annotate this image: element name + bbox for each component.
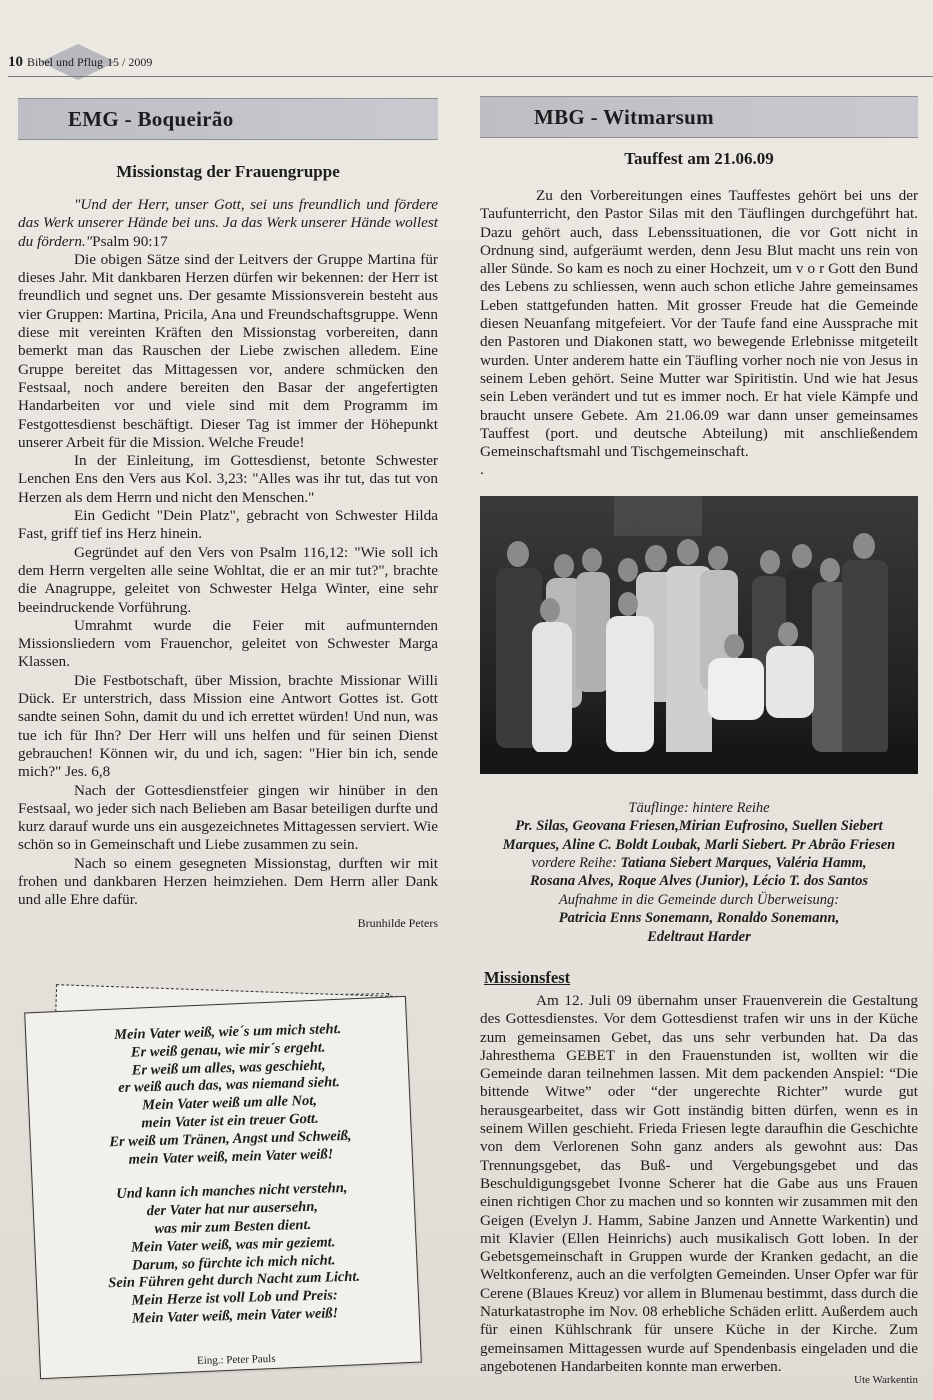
missionsfest-body bbox=[480, 992, 918, 1376]
poem-line: Er weiß um alles, was geschieht, bbox=[131, 1057, 326, 1079]
paragraph: Zu den Vorbereitungen eines Tauffestes gehört bei uns der Taufunterricht, den Pastor Silas mit den Täuflingen durchgeführt hat. Dazu gehört auch, dass Lebenssituationen, die vor Gott nicht in Ordnung sind, aufgeräumt werden, denn Jesu Blut macht uns rein von aller Sünde. So kam es noch zu einer Hochzeit, um v o r Gott den Bund des Lebens zu schliessen, wenn auch schon etliche Jahre gemeinsames Leben stattgefunden hatten. Mit grosser Freude hat die Gemeinde diesen Neuanfang mitgefeiert. Vor der Taufe fand eine Aussprache mit den Pastoren und Diakonen statt, wo bewegende Erlebnisse mitgeteilt wurden. Unter anderem hatte ein Täufling vorher noch nie von Jesus in seinem Leben gehört. Seine Mutter war Spiritistin. Und wie hat Jesus sein Leben verändert und tut es immer noch. Er hat viele Kämpfe und braucht unsere Gebete. Am 21.06.09 war dann unser gemeinsames Tauffest (port. und deutsche Abteilung) mit anschließendem Gemeinschaftsmahl und Tischgemeinschaft. bbox=[480, 187, 918, 461]
caption-names: Tatiana Siebert Marques, Valéria Hamm, bbox=[620, 854, 867, 871]
caption-line: Pr. Silas, Geovana Friesen,Mirian Eufrosino, Suellen Siebert bbox=[515, 818, 883, 835]
baptism-group-photo bbox=[480, 496, 918, 774]
photo-caption bbox=[480, 799, 918, 946]
poem-line: Und kann ich manches nicht verstehn, bbox=[116, 1180, 348, 1203]
caption-line: Täuflinge: hintere Reihe bbox=[628, 799, 770, 816]
right-section-banner: MBG - Witmarsum bbox=[480, 96, 918, 138]
poem-line: er weiß auch das, was niemand sieht. bbox=[118, 1074, 341, 1097]
poem bbox=[48, 1019, 417, 1374]
poem-card bbox=[28, 980, 408, 1380]
right-article-body bbox=[480, 187, 918, 480]
caption-label: vordere Reihe: bbox=[531, 854, 617, 871]
right-article-title: Tauffest am 21.06.09 bbox=[624, 149, 774, 168]
motto-text: "Und der Herr, unser Gott, sei uns freundlich und fördere das Werk unserer Hände bei uns. Ja das Werk unserer Hände wollest du fördern." bbox=[18, 196, 438, 250]
poem-line: der Vater hat nur ausersehn, bbox=[146, 1198, 319, 1220]
motto-reference: Psalm 90:17 bbox=[92, 232, 168, 250]
paragraph: Am 12. Juli 09 übernahm unser Frauenverein die Gestaltung des Gottesdienstes. Vor dem Gottesdienst trafen wir uns in der Küche zum gemeinsamen Gebet, das uns sehr verbunden hat. Da das Jahresthema GEBET in den Frauenstunden ist, wollten wir die Gemeinde daran teilnehmen lassen. Mit dem packenden Anspiel: “Die bittende Witwe” oder “der ungerechte Richter” wurde gut herausgearbeitet, dass wir Gott inständig bitten dürfen, wenn es in seinem Willen geschieht. Frieda Friesen legte daraufhin die Geschichte von dem Verlorenen Sohn ganz anders als gewohnt aus: Das Trennungsgebet, das Buß- und Vergebungsgebet und das Beschuldigungsgebet Ivonne Scherer hat die Gabe aus uns Frauen einen richtigen Chor zu machen und so konnten wir zusammen mit den Geigen (Evelyn J. Hamm, Sabine Janzen und Annette Warkentin) und mit Klavier (Ellen Heinrichs) auch musikalisch Gott loben. In der Gebetsgemeinschaft in Gruppen wurde der Kranken gedacht, an die Weltkonferenz, auch an die verfolgten Gemeinden. Unser Opfer war für Cerene (Blaues Kreuz) vor allem in Blumenau bestimmt, dass durch die Naturkatastrophe im Nov. 08 erhebliche Schäden erlitt. Außerdem auch für einen Kühlschrank für unsere Küche in der Kirche. Zum gemeinsamen Mittagessen wurde auf Spendenbasis eingeladen und die angebotenen Handarbeiten konnte man erwerben. bbox=[480, 992, 918, 1375]
poem-line: Sein Führen geht durch Nacht zum Licht. bbox=[108, 1269, 361, 1292]
photo-illustration bbox=[480, 496, 918, 774]
poem-line: Darum, so fürchte ich mich nicht. bbox=[131, 1251, 336, 1274]
left-column bbox=[18, 98, 438, 931]
poem-line: Mein Herze ist voll Lob und Preis: bbox=[131, 1287, 338, 1309]
poem-line: mein Vater weiß, mein Vater weiß! bbox=[128, 1145, 334, 1168]
caption-line: Patricia Enns Sonemann, Ronaldo Sonemann, bbox=[558, 910, 840, 927]
caption-line: Edeltraut Harder bbox=[647, 928, 751, 945]
poem-line: Er weiß um Tränen, Angst und Schweiß, bbox=[109, 1127, 352, 1150]
caption-line: Aufnahme in die Gemeinde durch Überweisung: bbox=[558, 891, 840, 908]
poem-line: Mein Vater weiß, wie´s um mich steht. bbox=[113, 1021, 342, 1044]
stray-dot: . bbox=[480, 461, 484, 479]
caption-line-4 bbox=[480, 854, 918, 872]
poem-line: was mir zum Besten dient. bbox=[154, 1216, 312, 1238]
left-article-signature: Brunhilde Peters bbox=[357, 915, 438, 930]
left-article-body bbox=[18, 251, 438, 910]
right-column bbox=[480, 96, 918, 1386]
missionsfest-title: Missionsfest bbox=[484, 968, 571, 987]
header-rule bbox=[8, 76, 933, 77]
poem-stanza-2 bbox=[52, 1179, 416, 1331]
poem-line: Mein Vater weiß, was mir geziemt. bbox=[130, 1234, 336, 1256]
left-section-banner: EMG - Boqueirão bbox=[18, 98, 438, 140]
paragraph: Die obigen Sätze sind der Leitvers der Gruppe Martina für dieses Jahr. Mit dankbaren Herzen dürfen wir bekennen: der Herr ist freundlich und segnet uns. Der gesamte Missionsverein besteht aus vier Gruppen: Martina, Pricila, Ana und Freundschaftsgruppe. Wenn diese mit vereinten Kräften den Missionstag vorbereiten, dann bemerkt man das Rauschen der Liebe zwischen alledem. Eine Gruppe bereitet das Mittagessen vor, andere schmücken den Festsaal, noch andere bereiten den Basar der angefertigten Handarbeiten vor und viele sind mit dem Programm im Festgottesdienst beschäftigt. Dieser Tag ist immer der Höhepunkt unserer Arbeit für die Mission. Welche Freude! bbox=[18, 250, 438, 451]
caption-line: Rosana Alves, Roque Alves (Junior), Lécio T. dos Santos bbox=[530, 873, 868, 890]
paragraph: Umrahmt wurde die Feier mit aufmunternden Missionsliedern vom Frauenchor, geleitet von Schwester Marga Klassen. bbox=[18, 616, 438, 671]
missionsfest-signature: Ute Warkentin bbox=[854, 1374, 918, 1387]
poem-stanza-1 bbox=[48, 1019, 412, 1171]
issue-number: 15 / 2009 bbox=[107, 55, 153, 69]
paragraph: Nach so einem gesegneten Missionstag, durften wir mit frohen und dankbaren Herzen heimziehen. Dem Herrn aller Dank und alle Ehre dafür. bbox=[18, 854, 438, 909]
running-header bbox=[8, 54, 152, 71]
poem-line: mein Vater ist ein treuer Gott. bbox=[141, 1110, 319, 1132]
paragraph: In der Einleitung, im Gottesdienst, betonte Schwester Lenchen Ens den Vers aus Kol. 3,23: "Alles was ihr tut, das tut von Herzen als dem Herrn und nicht den Menschen." bbox=[18, 452, 438, 506]
missionsfest-section bbox=[480, 968, 918, 1386]
caption-line: Marques, Aline C. Boldt Loubak, Marli Siebert. Pr Abrão Friesen bbox=[502, 836, 896, 853]
poem-line: Mein Vater weiß, mein Vater weiß! bbox=[131, 1305, 339, 1327]
paragraph: Ein Gedicht "Dein Platz", gebracht von Schwester Hilda Fast, griff tief ins Herz hinein. bbox=[18, 507, 438, 543]
motto bbox=[18, 196, 438, 251]
publication-name: Bibel und Pflug bbox=[27, 55, 104, 69]
paragraph: Gegründet auf den Vers von Psalm 116,12: "Wie soll ich dem Herrn vergelten alle seine Wohltat, die er an mir tut?", brachte die Anagruppe, geleitet von Schwester Helga Winter, eine sehr beeindruckende Vorführung. bbox=[18, 543, 438, 616]
paragraph: Nach der Gottesdienstfeier gingen wir hinüber in den Festsaal, wo jeder sich nach Belieben am Basar beteiligen durfte und kurz darauf wurde uns ein ausgezeichnetes Mittagessen serviert. Wie schön so in Gemeinschaft und Liebe zusammen zu sein. bbox=[18, 781, 438, 854]
poem-line: Mein Vater weiß um alle Not, bbox=[141, 1092, 318, 1114]
left-article-title: Missionstag der Frauengruppe bbox=[116, 162, 340, 181]
poem-author: Eing.: Peter Pauls bbox=[196, 1352, 276, 1367]
poem-line: Er weiß genau, wie mir´s ergeht. bbox=[130, 1039, 326, 1061]
page-number: 10 bbox=[8, 54, 23, 70]
paragraph: Die Festbotschaft, über Mission, brachte Missionar Willi Dück. Er unterstrich, dass Mission eine Antwort Gottes ist. Gott sandte seinen Sohn, damit du und ich errettet würden! Und nun, was tue ich für Ihn? Der Herr will uns helfen und für seinen Dienst gebrauchen! Können wir, du und ich, sagen: "Hier bin ich, sende mich?" Jes. 6,8 bbox=[18, 671, 438, 781]
